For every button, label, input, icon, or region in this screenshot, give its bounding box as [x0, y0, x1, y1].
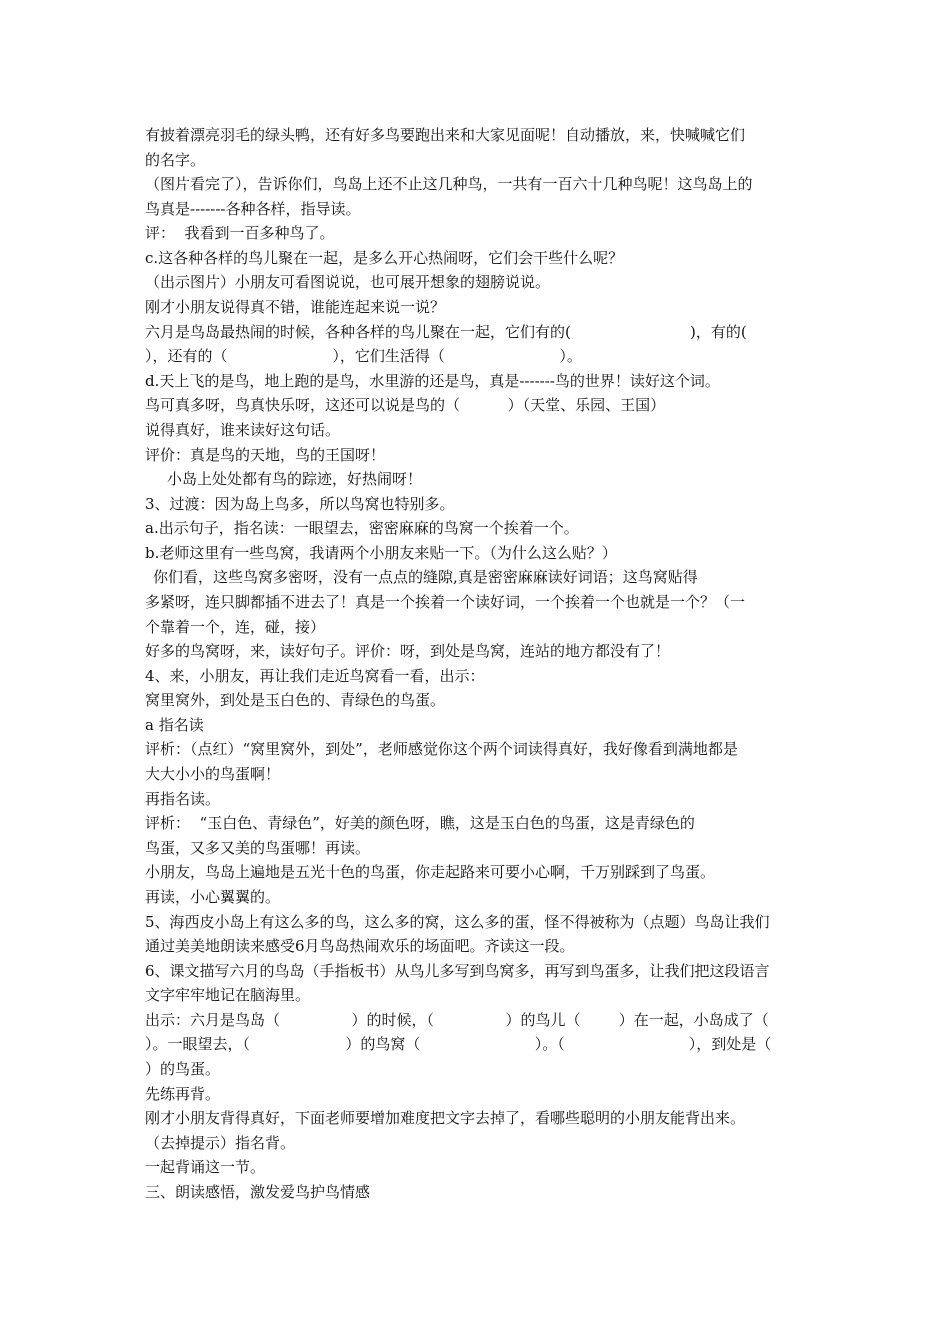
text-line: 大大小小的鸟蛋啊！	[145, 765, 281, 784]
text-line: a.出示句子，指名读：一眼望去，密密麻麻的鸟窝一个挨着一个。	[145, 519, 579, 538]
text-line: ）。一眼望去，（ ）的鸟窝（ ）。（ ），到处是（	[145, 1035, 772, 1054]
section-heading: 三、朗读感悟，激发爱鸟护鸟情感	[145, 1182, 371, 1201]
document-body	[145, 123, 810, 1204]
text-line: 先练再背。	[145, 1084, 221, 1103]
text-line: 六月是鸟岛最热闹的时候，各种各样的鸟儿聚在一起，它们有的( )，有的(	[145, 322, 747, 341]
text-line: 的名字。	[145, 150, 206, 169]
text-line: 出示：六月是鸟岛（ ）的时候，（ ）的鸟儿（ ）在一起，小岛成了（	[145, 1010, 769, 1029]
text-line: 窝里窝外，到处是玉白色的、青绿色的鸟蛋。	[145, 691, 446, 710]
text-line: 再读，小心翼翼的。	[145, 887, 281, 906]
text-line: （去掉提示）指名背。	[145, 1133, 296, 1152]
text-line: 一起背诵这一节。	[145, 1158, 266, 1177]
text-line: 个靠着一个，连，碰，接）	[145, 617, 326, 636]
text-line: 刚才小朋友背得真好，下面老师要增加难度把文字去掉了，看哪些聪明的小朋友能背出来。	[145, 1109, 746, 1128]
text-line: 评价：真是鸟的天地，鸟的王国呀！	[145, 445, 386, 464]
text-line: 说得真好，谁来读好这句话。	[145, 420, 341, 439]
text-line: 小朋友，鸟岛上遍地是五光十色的鸟蛋，你走起路来可要小心啊，千万别踩到了鸟蛋。	[145, 863, 716, 882]
text-line: 评析： “玉白色、青绿色”，好美的颜色呀，瞧，这是玉白色的鸟蛋，这是青绿色的	[145, 814, 695, 833]
text-line: d.天上飞的是鸟，地上跑的是鸟，水里游的还是鸟，真是-------鸟的世界！读好这个词。	[145, 371, 720, 390]
text-line: 小岛上处处都有鸟的踪迹，好热闹呀！	[167, 470, 423, 489]
text-line: 鸟蛋，又多又美的鸟蛋哪！再读。	[145, 838, 371, 857]
text-line: b.老师这里有一些鸟窝，我请两个小朋友来贴一下。（为什么这么贴？）	[145, 543, 617, 562]
text-line: 有披着漂亮羽毛的绿头鸭，还有好多鸟要跑出来和大家见面呢！自动播放，来，快喊喊它们	[145, 126, 746, 144]
text-line: （出示图片）小朋友可看图说说，也可展开想象的翅膀说说。	[145, 273, 551, 292]
text-line: 6、课文描写六月的鸟岛（手指板书）从鸟儿多写到鸟窝多，再写到鸟蛋多，让我们把这段语言	[145, 961, 770, 980]
text-line: 4、来，小朋友，再让我们走近鸟窝看一看，出示：	[145, 666, 485, 685]
text-line: 评析：（点红）“窝里窝外，到处”，老师感觉你这个两个词读得真好，我好像看到满地都是	[145, 740, 738, 759]
text-line: 鸟真是-------各种各样，指导读。	[145, 199, 361, 218]
text-line: 3、过渡：因为岛上鸟多，所以鸟窝也特别多。	[145, 494, 455, 513]
text-line: 刚才小朋友说得真不错，谁能连起来说一说？	[145, 298, 446, 317]
text-line: 好多的鸟窝呀，来，读好句子。评价：呀，到处是鸟窝，连站的地方都没有了！	[145, 642, 671, 661]
text-line: 5、海西皮小岛上有这么多的鸟，这么多的窝，这么多的蛋，怪不得被称为（点题）鸟岛让我们	[145, 912, 770, 931]
text-line: 再指名读。	[145, 789, 221, 808]
text-line: a 指名读	[145, 715, 204, 734]
text-line: 评： 我看到一百多种鸟了。	[145, 224, 335, 243]
text-line: 你们看，这些鸟窝多密呀，没有一点点的缝隙,真是密密麻麻读好词语；这鸟窝贴得	[153, 568, 698, 587]
text-line: 文字牢牢地记在脑海里。	[145, 986, 311, 1005]
text-line: （图片看完了），告诉你们，鸟岛上还不止这几种鸟，一共有一百六十几种鸟呢！这鸟岛上的	[145, 175, 753, 194]
text-line: c.这各种各样的鸟儿聚在一起，是多么开心热闹呀，它们会干些什么呢？	[145, 248, 624, 267]
text-line: 通过美美地朗读来感受6月鸟岛热闹欢乐的场面吧。齐读这一段。	[145, 937, 575, 956]
text-line: ）的鸟蛋。	[145, 1059, 221, 1078]
text-line: 多紧呀，连只脚都插不进去了！真是一个挨着一个读好词，一个挨着一个也就是一个？（一	[145, 592, 746, 611]
text-line: 鸟可真多呀，鸟真快乐呀，这还可以说是鸟的（ ）（天堂、乐园、王国）	[145, 396, 666, 415]
text-line: ），还有的（ ），它们生活得（ ）。	[145, 347, 582, 366]
